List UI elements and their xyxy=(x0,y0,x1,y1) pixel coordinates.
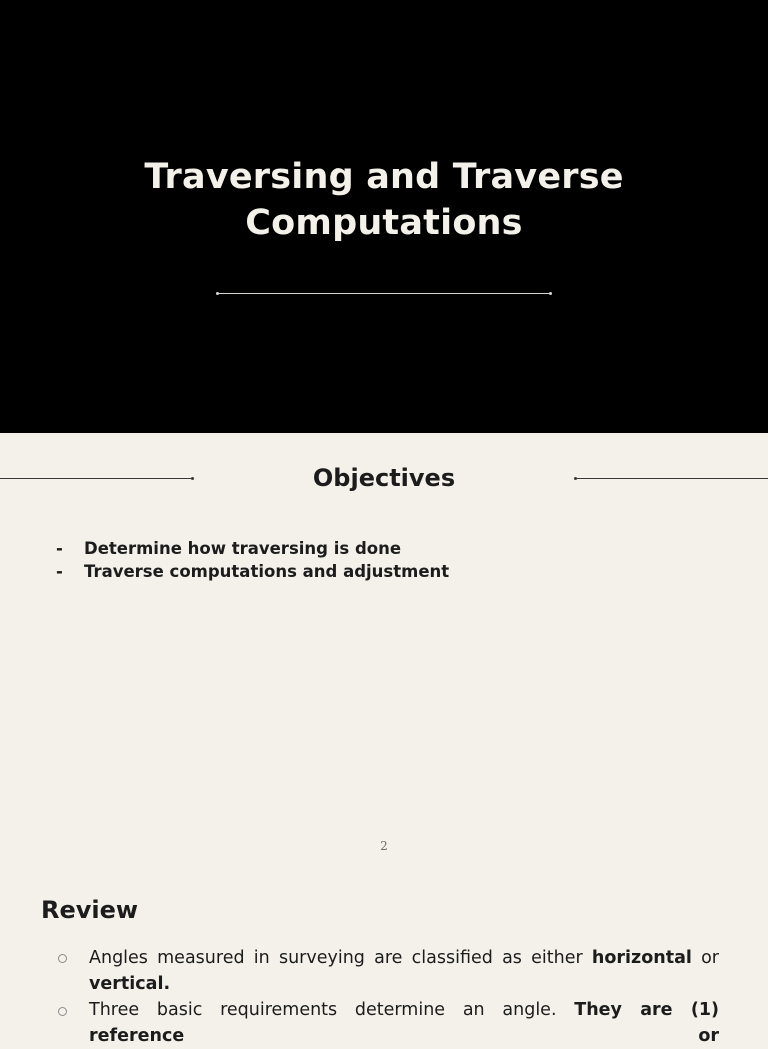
review-item-line xyxy=(89,971,719,997)
list-marker: - xyxy=(56,539,63,558)
list-item-text: Traverse computations and adjustment xyxy=(84,562,450,581)
review-bold-text: They are (1) reference or xyxy=(89,1000,720,1046)
circle-bullet-icon xyxy=(58,1007,67,1016)
list-item xyxy=(56,560,449,583)
review-item-line xyxy=(89,997,719,1049)
title-line-1: Traversing and Traverse xyxy=(144,157,624,197)
title-divider xyxy=(218,293,550,294)
slide-title xyxy=(0,154,768,246)
review-bold-text: vertical. xyxy=(89,974,171,994)
review-slide xyxy=(0,873,768,1046)
title-slide xyxy=(0,0,768,433)
review-text: Three basic requirements determine an angle. xyxy=(89,1000,575,1020)
circle-bullet-icon xyxy=(58,954,67,963)
review-text: or xyxy=(691,948,719,968)
list-item xyxy=(56,537,449,560)
objectives-list xyxy=(56,537,449,583)
review-text: Angles measured in surveying are classified as either xyxy=(89,948,592,968)
review-heading: Review xyxy=(41,896,139,924)
objectives-slide xyxy=(0,433,768,873)
list-marker: - xyxy=(56,562,63,581)
heading-rule-right xyxy=(576,478,768,479)
objectives-heading: Objectives xyxy=(312,464,456,492)
review-bold-text: horizontal xyxy=(591,948,692,968)
title-line-2: Computations xyxy=(245,203,523,243)
list-item-text: Determine how traversing is done xyxy=(84,539,402,558)
page-number: 2 xyxy=(380,839,388,853)
review-item-line xyxy=(89,945,719,971)
